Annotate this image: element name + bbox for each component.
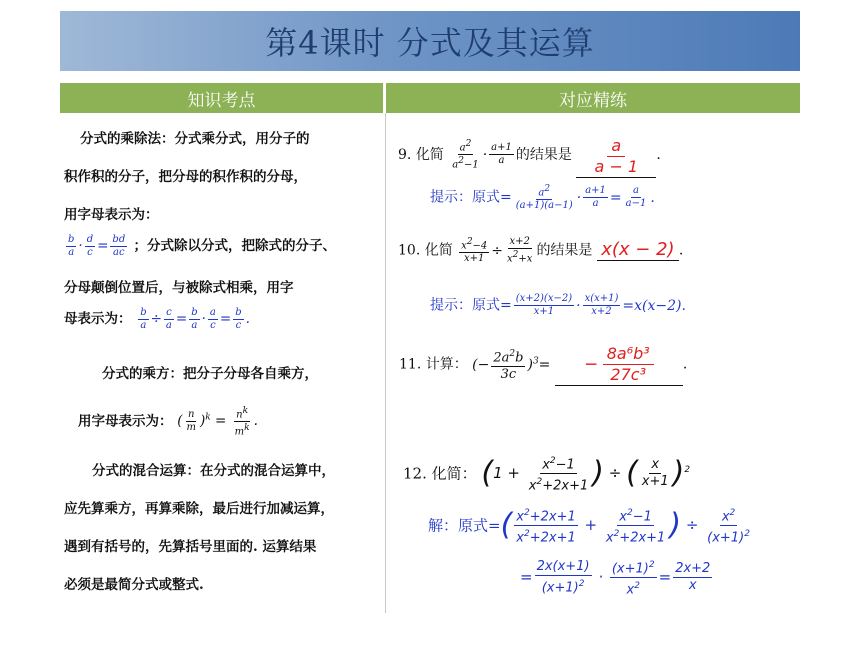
q9-hint: 提示：原式= $\frac{a2}{(a+1)(a-1)}$ · $\frac{a+1}{a}$ = $\frac{a}{a-1}$ . [430, 184, 655, 212]
q10-hint: 提示：原式= $\frac{(x+2)(x-2)}{x+1}$ · $\frac{x(x+1)}{x+2}$ =x(x−2). [430, 293, 686, 317]
title-banner [60, 11, 800, 71]
q12-line: 12. 化简： (1 + $\frac{x^2-1}{x^2+2x+1}$ ) ÷ ( $\frac{x}{x+1}$ )$^2$ [403, 453, 690, 495]
mul-rule-line2: 积作积的分子，把分母的积作积的分母， [64, 169, 307, 185]
page-title: 第4课时 分式及其运算 [265, 24, 595, 62]
column-divider [385, 113, 386, 613]
mul-rule-line3: 用字母表示为： [64, 207, 159, 223]
q12-solution-line2: = $\frac{2x(x+1)}{(x+1)^2}$ · $\frac{(x+1)^2}{x^2}$ = $\frac{2x+2}{x}$ [520, 557, 714, 599]
pow-rule-label: 用字母表示为： [78, 413, 173, 430]
q11-line: 11. 计算： (− $\frac{2a^2b}{3c}$ )$^3$= − $\frac{\text{8a⁶b³}}{\text{27c³}}$ . [399, 344, 688, 384]
q10-answer: x(x − 2) [597, 239, 679, 261]
mul-rule-line1: 分式的乘除法：分式乘分式，用分子的 [80, 131, 310, 147]
div-rule-text: ；分式除以分式，把除式的分子、 [133, 238, 337, 254]
q9-answer: $\frac{a}{a - 1}$ [576, 136, 656, 178]
div-rule-line1 [64, 234, 336, 259]
div-rule-label: 母表示为： [64, 311, 132, 327]
q10-line: 10. 化简 $\frac{x2-4}{x+1}$ ÷ $\frac{x+2}{x2+x}$ 的结果是 x(x − 2) . [398, 236, 684, 265]
pow-rule-line1: 分式的乘方：把分子分母各自乘方， [102, 366, 318, 382]
mix-rule-line4: 必须是最简分式或整式. [64, 577, 204, 593]
pow-rule-line2 [78, 405, 258, 439]
q12-solution-line1: 解：原式=( $\frac{x^2+2x+1}{x^2+2x+1}$ + $\frac{x^2-1}{x^2+2x+1}$ ) ÷ $\frac{x^2}{(x+1)^2}$ [428, 505, 754, 547]
header-knowledge: 知识考点 [60, 83, 383, 113]
pow-formula: ( $\frac{n}{m}$ )$^k$ = $\frac{nk}{mk}$ . [177, 406, 258, 438]
div-rule-line3 [64, 307, 250, 332]
div-formula: $\frac{b}{a}$ ÷ $\frac{c}{a}$ = $\frac{b}{a}$ · $\frac{a}{c}$ = $\frac{b}{c}$ . [140, 307, 250, 331]
div-rule-line2: 分母颠倒位置后，与被除式相乘，用字 [64, 280, 294, 296]
q9-line: 9. 化简 $\frac{a2}{a2-1}$ · $\frac{a+1}{a}$ 的结果是 $\frac{a}{a - 1}$ . [398, 135, 661, 176]
mul-formula: $\frac{b}{a}$ · $\frac{d}{c}$ = $\frac{bd}{ac}$ [68, 234, 126, 258]
mix-rule-line3: 遇到有括号的，先算括号里面的. 运算结果 [64, 539, 317, 555]
q11-answer: − $\frac{\text{8a⁶b³}}{\text{27c³}}$ [555, 344, 683, 386]
mix-rule-line2: 应先算乘方，再算乘除，最后进行加减运算， [64, 501, 334, 517]
mix-rule-line1: 分式的混合运算：在分式的混合运算中， [92, 463, 335, 479]
header-practice: 对应精练 [386, 83, 800, 113]
